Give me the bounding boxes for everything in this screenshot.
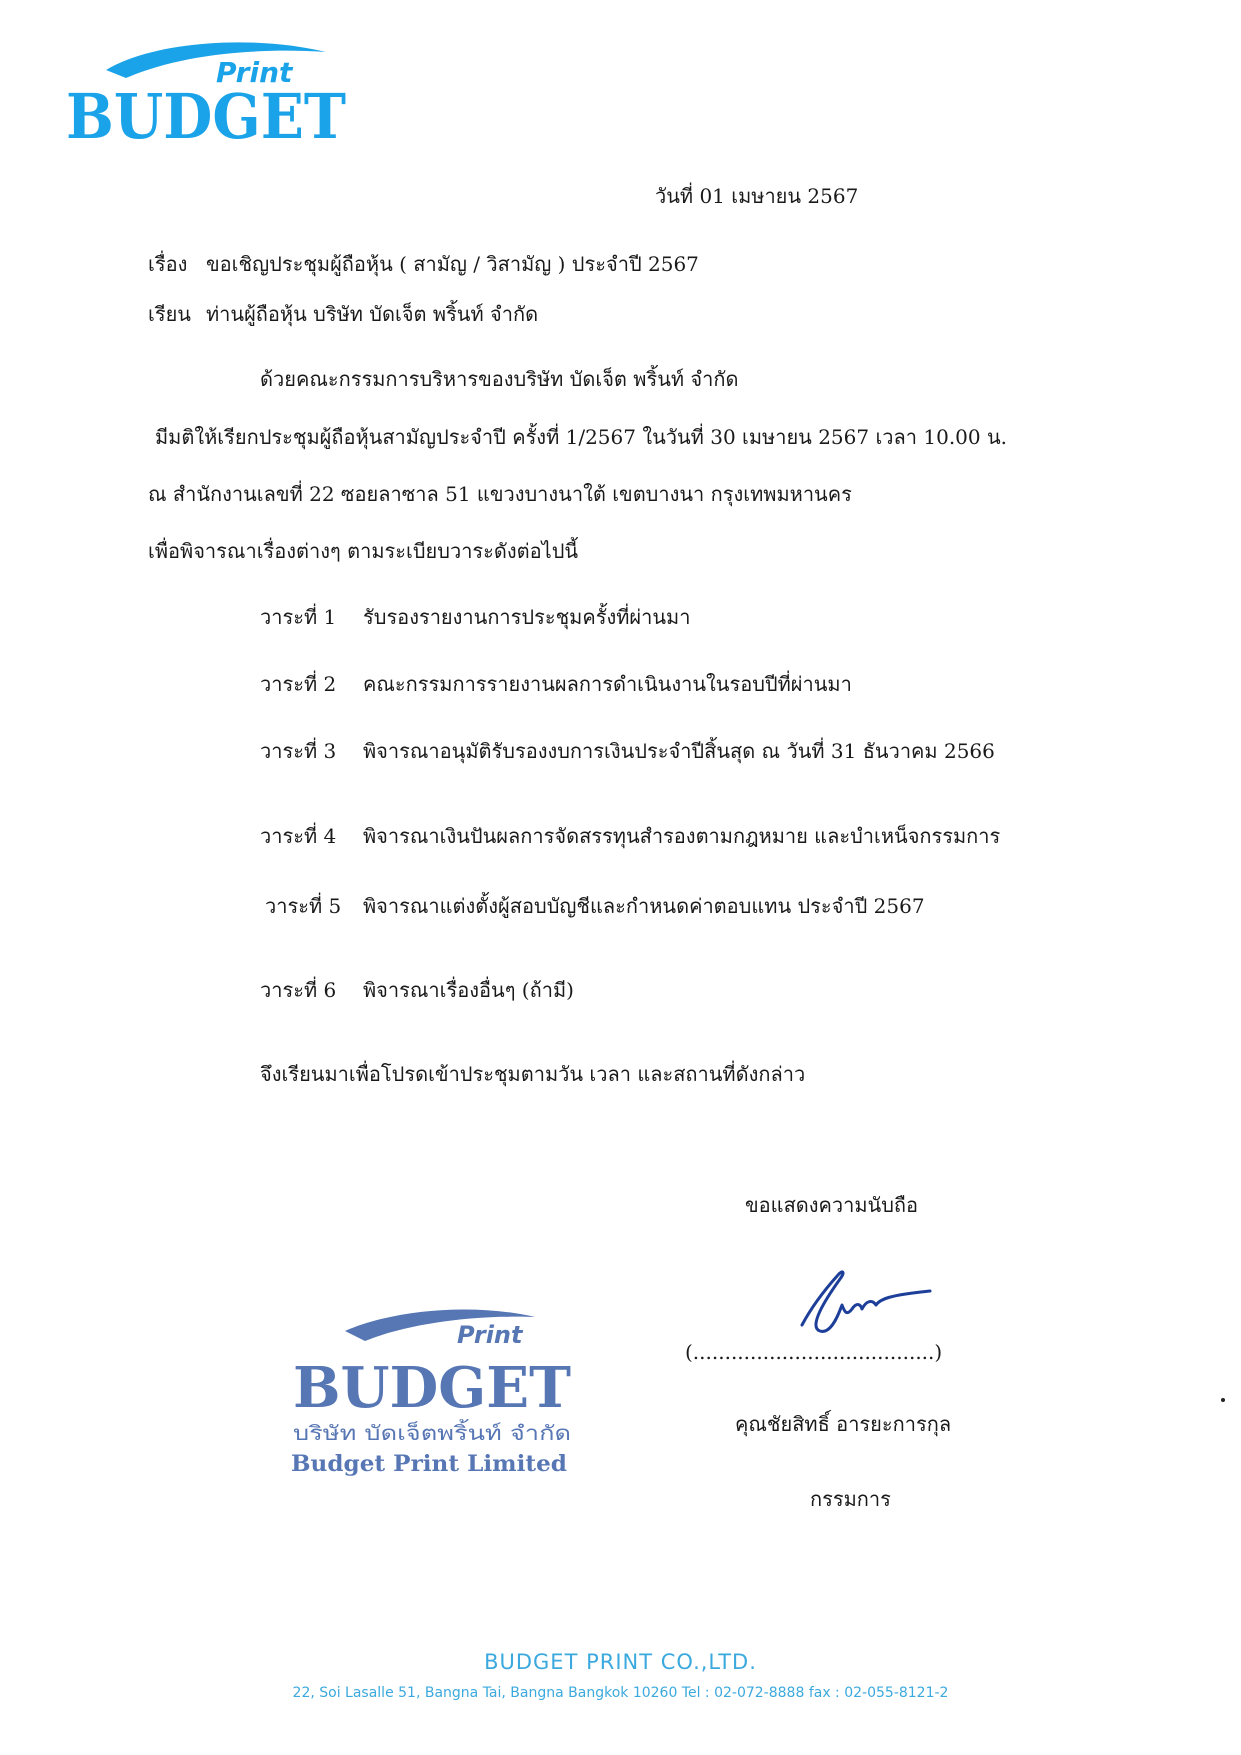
agenda-text: พิจารณาแต่งตั้งผู้สอบบัญชีและกำหนดค่าตอบแทน ประจำปี 2567 bbox=[363, 894, 925, 918]
stamp-english-text: Budget Print Limited bbox=[291, 1451, 567, 1477]
body-line: ณ สำนักงานเลขที่ 22 ซอยลาซาล 51 แขวงบางนาใต้ เขตบางนา กรุงเทพมหานคร bbox=[148, 482, 852, 506]
agenda-text: คณะกรรมการรายงานผลการดำเนินงานในรอบปีที่ผ่านมา bbox=[363, 672, 852, 696]
signer-name: คุณชัยสิทธิ์ อารยะการกุล bbox=[735, 1412, 952, 1436]
logo-budget-text: BUDGET bbox=[66, 80, 346, 150]
handwritten-signature bbox=[780, 1265, 940, 1340]
regards-text: ขอแสดงความนับถือ bbox=[745, 1193, 919, 1217]
closing-text: จึงเรียนมาเพื่อโปรดเข้าประชุมตามวัน เวลา และสถานที่ดังกล่าว bbox=[260, 1062, 806, 1086]
footer-company-name: BUDGET PRINT CO.,LTD. bbox=[484, 1650, 757, 1674]
footer-address: 22, Soi Lasalle 51, Bangna Tai, Bangna Bangkok 10260 Tel : 02-072-8888 fax : 02-055-8121-2 bbox=[292, 1685, 949, 1701]
agenda-label: วาระที่ 1 bbox=[260, 605, 337, 629]
body-line: มีมติให้เรียกประชุมผู้ถือหุ้นสามัญประจำปี ครั้งที่ 1/2567 ในวันที่ 30 เมษายน 2567 เวลา 10.00 น. bbox=[155, 425, 1008, 449]
company-logo bbox=[66, 30, 356, 150]
scan-speck bbox=[1221, 1398, 1225, 1402]
body-line: ด้วยคณะกรรมการบริหารของบริษัท บัดเจ็ต พริ้นท์ จำกัด bbox=[260, 367, 739, 391]
stamp-print-text: Print bbox=[457, 1321, 523, 1349]
agenda-label: วาระที่ 5 bbox=[265, 894, 342, 918]
body-line: เพื่อพิจารณาเรื่องต่างๆ ตามระเบียบวาระดังต่อไปนี้ bbox=[148, 539, 579, 563]
agenda-label: วาระที่ 4 bbox=[260, 824, 337, 848]
agenda-label: วาระที่ 6 bbox=[260, 978, 337, 1002]
agenda-text: พิจารณาอนุมัติรับรองงบการเงินประจำปีสิ้นสุด ณ วันที่ 31 ธันวาคม 2566 bbox=[363, 739, 995, 763]
stamp-thai-text: บริษัท บัดเจ็ตพริ้นท์ จำกัด bbox=[293, 1421, 512, 1445]
agenda-label: วาระที่ 3 bbox=[260, 739, 337, 763]
logo-print-text: Print bbox=[216, 56, 293, 89]
subject-label: เรื่อง bbox=[148, 252, 188, 276]
agenda-label: วาระที่ 2 bbox=[260, 672, 337, 696]
recipient-text: ท่านผู้ถือหุ้น บริษัท บัดเจ็ต พริ้นท์ จำกัด bbox=[206, 302, 539, 326]
stamp-budget-text: BUDGET bbox=[293, 1355, 572, 1421]
subject-text: ขอเชิญประชุมผู้ถือหุ้น ( สามัญ / วิสามัญ ) ประจำปี 2567 bbox=[206, 252, 699, 276]
signer-title: กรรมการ bbox=[810, 1487, 891, 1511]
recipient-label: เรียน bbox=[148, 302, 191, 326]
agenda-text: พิจารณาเรื่องอื่นๆ (ถ้ามี) bbox=[363, 978, 574, 1002]
agenda-text: พิจารณาเงินปันผลการจัดสรรทุนสำรองตามกฎหมาย และบำเหน็จกรรมการ bbox=[363, 824, 1001, 848]
agenda-text: รับรองรายงานการประชุมครั้งที่ผ่านมา bbox=[363, 605, 691, 629]
company-stamp bbox=[285, 1295, 585, 1480]
signature-line: (......................................) bbox=[685, 1340, 943, 1364]
letter-date: วันที่ 01 เมษายน 2567 bbox=[655, 184, 859, 208]
